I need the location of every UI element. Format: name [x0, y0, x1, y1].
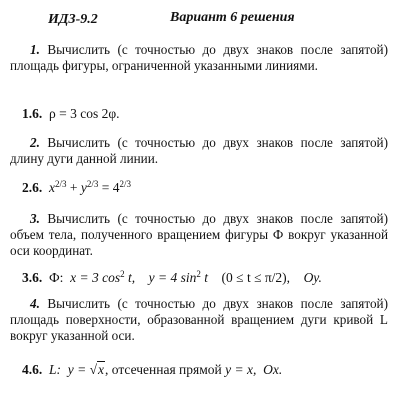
- task-4-text: Вычислить (с точностью до двух знаков после запятой) площадь поверхности, образованной вращением дуги кривой L вокруг указанной оси.: [10, 296, 388, 343]
- example-2-6-eq: = 4: [98, 180, 120, 195]
- example-2-6-exp2: 2/3: [86, 179, 99, 189]
- sqrt-icon: √: [89, 362, 98, 377]
- task-1-text: Вычислить (с точностью до двух знаков после запятой) площадь фигуры, ограниченной указанными линиями.: [10, 42, 388, 73]
- task-3-number: 3.: [30, 211, 40, 226]
- example-3-6-range: (0 ≤ t ≤ π/2),: [221, 270, 291, 285]
- example-3-6-t2: t: [200, 270, 209, 285]
- example-2-6-exp1: 2/3: [55, 179, 67, 189]
- page-header: [0, 6, 400, 32]
- example-3-6-axis: Oy.: [303, 270, 322, 285]
- example-3-6: [22, 270, 322, 286]
- task-4-number: 4.: [30, 296, 40, 311]
- example-3-6-y-eq: y = 4 sin: [148, 270, 197, 285]
- example-4-6-cut: , отсеченная прямой: [105, 362, 226, 377]
- example-3-6-phi: Ф:: [49, 270, 64, 285]
- task-1: [10, 42, 388, 74]
- example-3-6-sq2: 2: [196, 269, 201, 279]
- task-2-text: Вычислить (с точностью до двух знаков после запятой) длину дуги данной линии.: [10, 135, 388, 166]
- assignment-code: ИДЗ-9.2: [48, 12, 98, 27]
- example-4-6-line: y = x,: [225, 362, 257, 377]
- task-3-text: Вычислить (с точностью до двух знаков после запятой) объем тела, полученного вращением фигуры Ф вокруг указанной оси координат.: [10, 211, 388, 258]
- example-2-6-exp3: 2/3: [119, 179, 132, 189]
- example-4-6-label: 4.6.: [22, 362, 43, 377]
- example-1-6: [22, 106, 120, 122]
- example-4-6-y-eq: y =: [67, 362, 90, 377]
- example-3-6-sq1: 2: [120, 269, 125, 279]
- example-3-6-t1: t,: [124, 270, 136, 285]
- example-4-6-sqrt-arg: x: [98, 362, 105, 377]
- example-2-6-label: 2.6.: [22, 180, 43, 195]
- task-2: [10, 135, 388, 167]
- example-4-6-L: L:: [49, 362, 62, 377]
- task-1-number: 1.: [30, 42, 40, 57]
- example-3-6-label: 3.6.: [22, 270, 43, 285]
- example-2-6-plus: +: [66, 180, 81, 195]
- example-4-6: [22, 362, 282, 378]
- example-2-6-y: y: [80, 180, 87, 195]
- example-2-6: [22, 180, 131, 196]
- example-3-6-x-eq: x = 3 cos: [70, 270, 121, 285]
- example-2-6-x: x: [49, 180, 55, 195]
- example-1-6-label: 1.6.: [22, 106, 43, 121]
- task-2-number: 2.: [30, 135, 40, 150]
- task-4: [10, 296, 388, 344]
- variant-title: Вариант 6 решения: [170, 10, 295, 25]
- example-4-6-axis: Ox.: [263, 362, 283, 377]
- example-1-6-formula: ρ = 3 cos 2φ.: [49, 106, 120, 121]
- task-3: [10, 211, 388, 259]
